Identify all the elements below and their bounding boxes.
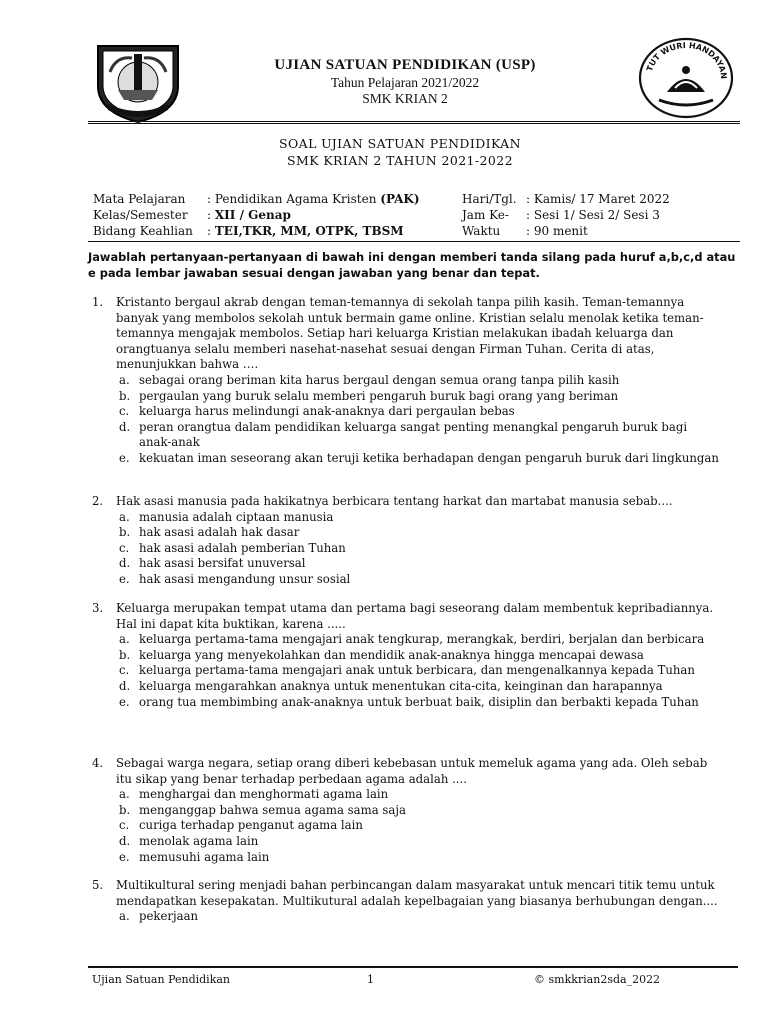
option-a	[116, 510, 722, 526]
question-number: 3.	[92, 601, 104, 615]
subject-value	[207, 191, 420, 207]
header-divider	[88, 121, 740, 127]
option-text: pekerjaan	[139, 909, 199, 924]
question-4	[92, 756, 722, 865]
option-d	[116, 420, 722, 451]
option-text: kekuatan iman seseorang akan teruji ketika berhadapan dengan pengaruh buruk dari lingkungan	[139, 450, 719, 465]
option-list	[116, 510, 722, 588]
option-e	[116, 572, 722, 588]
option-text: hak asasi bersifat unuversal	[139, 556, 306, 571]
option-b	[116, 803, 722, 819]
option-text: keluarga pertama-tama mengajari anak tengkurap, merangkak, berdiri, berjalan dan berbicara	[139, 632, 705, 647]
option-e	[116, 850, 722, 866]
subject-name: : Pendidikan Agama Kristen	[207, 192, 377, 206]
option-text: hak asasi adalah hak dasar	[139, 525, 300, 540]
option-b	[116, 389, 722, 405]
option-letter: b.	[119, 647, 131, 662]
duration-label: Waktu	[462, 224, 501, 238]
question-1	[92, 295, 722, 467]
option-list	[116, 787, 722, 865]
question-5	[92, 878, 722, 925]
option-a	[116, 909, 722, 925]
option-list	[116, 909, 722, 925]
option-letter: c.	[119, 818, 130, 833]
option-letter: a.	[119, 787, 130, 802]
option-text: pergaulan yang buruk selalu memberi pengaruh buruk bagi orang yang beriman	[139, 388, 619, 403]
option-text: curiga terhadap penganut agama lain	[139, 818, 363, 833]
option-d	[116, 679, 722, 695]
option-list	[116, 373, 722, 467]
class-label: Kelas/Semester	[93, 208, 188, 222]
option-text: memusuhi agama lain	[139, 849, 270, 864]
duration-value: : 90 menit	[526, 224, 588, 238]
logo-arc-text: TUT WURI HANDAYAN	[644, 40, 729, 80]
option-letter: e.	[119, 849, 130, 864]
option-letter: d.	[119, 556, 131, 571]
option-e	[116, 695, 722, 711]
province-crest-logo	[92, 42, 184, 124]
page-number: 1	[367, 973, 374, 986]
option-c	[116, 663, 722, 679]
option-e	[116, 451, 722, 467]
option-letter: d.	[119, 419, 131, 434]
question-stem: Sebagai warga negara, setiap orang diberi kebebasan untuk memeluk agama yang ada. Oleh sebab itu sikap yang benar terhadap perbedaan agama adalah ....	[116, 756, 708, 786]
option-text: keluarga mengarahkan anaknya untuk menentukan cita-cita, keinginan dan harapannya	[139, 678, 663, 693]
question-2	[92, 494, 722, 588]
option-letter: a.	[119, 372, 130, 387]
subject-label: Mata Pelajaran	[93, 192, 186, 206]
info-divider	[88, 241, 740, 242]
class-value	[207, 207, 291, 223]
question-number: 5.	[92, 878, 104, 892]
option-letter: b.	[119, 802, 131, 817]
option-text: keluarga yang menyekolahkan dan mendidik anak-anaknya hingga mencapai dewasa	[139, 647, 644, 662]
field-value	[207, 223, 404, 239]
question-stem: Kristanto bergaul akrab dengan teman-temannya di sekolah tanpa pilih kasih. Teman-temannya banyak yang membolos sekolah untuk bermain game online. Kristian selalu menolak ketika teman-temannya mengajak membolos. Setiap hari keluarga Kristian melakukan ibadah keluarga dan orangtuanya selalu memberi nasehat-nasehat sesuai dengan Firman Tuhan. Cerita di atas, menunjukkan bahwa ….	[116, 295, 704, 372]
question-number: 2.	[92, 494, 104, 508]
document-subtitle: SMK KRIAN 2 TAHUN 2021-2022	[287, 153, 513, 168]
option-letter: a.	[119, 509, 130, 524]
class-colon: :	[207, 208, 212, 222]
option-list	[116, 632, 722, 710]
field-name: TEI,TKR, MM, OTPK, TBSM	[214, 224, 404, 238]
date-value: : Kamis/ 17 Maret 2022	[526, 192, 670, 206]
question-3	[92, 601, 722, 710]
option-text: menolak agama lain	[139, 833, 259, 848]
option-text: keluarga pertama-tama mengajari anak untuk berbicara, dan mengenalkannya kepada Tuhan	[139, 663, 695, 678]
instructions: Jawablah pertanyaan-pertanyaan di bawah ini dengan memberi tanda silang pada huruf a,b,c,d atau e pada lembar jawaban sesuai dengan jawaban yang benar dan tepat.	[88, 250, 736, 280]
option-letter: c.	[119, 663, 130, 678]
option-b	[116, 648, 722, 664]
subject-abbr: (PAK)	[380, 192, 420, 206]
option-letter: c.	[119, 404, 130, 419]
option-text: hak asasi mengandung unsur sosial	[139, 571, 351, 586]
option-letter: e.	[119, 694, 130, 709]
academic-year: Tahun Pelajaran 2021/2022	[330, 75, 480, 90]
option-a	[116, 632, 722, 648]
option-b	[116, 525, 722, 541]
option-text: hak asasi adalah pemberian Tuhan	[139, 540, 346, 555]
class-name: XII / Genap	[214, 208, 291, 222]
question-stem: Multikultural sering menjadi bahan perbincangan dalam masyarakat untuk mencari titik temu untuk mendapatkan kesepakatan. Multikutural adalah kepelbagaian yang biasanya berhubungan dengan....	[116, 878, 718, 908]
option-c	[116, 404, 722, 420]
tut-wuri-handayani-logo	[637, 36, 735, 120]
footer-left: Ujian Satuan Pendidikan	[92, 973, 231, 986]
session-label: Jam Ke-	[462, 208, 509, 222]
option-a	[116, 373, 722, 389]
footer-right: © smkkrian2sda_2022	[534, 973, 661, 986]
option-letter: b.	[119, 525, 131, 540]
option-c	[116, 541, 722, 557]
question-number: 1.	[92, 295, 104, 309]
footer-divider	[88, 966, 738, 968]
option-text: orang tua membimbing anak-anaknya untuk berbuat baik, disiplin dan berbakti kepada Tuhan	[139, 694, 699, 709]
question-number: 4.	[92, 756, 104, 770]
option-letter: c.	[119, 540, 130, 555]
option-letter: b.	[119, 388, 131, 403]
option-d	[116, 834, 722, 850]
exam-title: UJIAN SATUAN PENDIDIKAN (USP)	[274, 57, 536, 73]
option-letter: a.	[119, 909, 130, 924]
session-value: : Sesi 1/ Sesi 2/ Sesi 3	[526, 208, 660, 222]
option-letter: d.	[119, 833, 131, 848]
option-a	[116, 787, 722, 803]
option-text: menghargai dan menghormati agama lain	[139, 787, 389, 802]
option-letter: d.	[119, 678, 131, 693]
option-d	[116, 556, 722, 572]
school-name: SMK KRIAN 2	[362, 91, 448, 106]
option-text: peran orangtua dalam pendidikan keluarga sangat penting menangkal pengaruh buruk bagi anak-anak	[139, 419, 688, 450]
option-text: keluarga harus melindungi anak-anaknya dari pergaulan bebas	[139, 404, 515, 419]
option-text: menganggap bahwa semua agama sama saja	[139, 802, 406, 817]
question-stem: Keluarga merupakan tempat utama dan pertama bagi seseorang dalam membentuk kepribadiannya. Hal ini dapat kita buktikan, karena .....	[116, 601, 714, 631]
option-text: sebagai orang beriman kita harus bergaul dengan semua orang tanpa pilih kasih	[139, 372, 620, 387]
document-title: SOAL UJIAN SATUAN PENDIDIKAN	[279, 136, 521, 151]
option-c	[116, 818, 722, 834]
option-letter: e.	[119, 450, 130, 465]
field-label: Bidang Keahlian	[93, 224, 193, 238]
question-stem: Hak asasi manusia pada hakikatnya berbicara tentang harkat dan martabat manusia sebab....	[116, 494, 673, 508]
field-colon: :	[207, 224, 212, 238]
option-letter: a.	[119, 632, 130, 647]
date-label: Hari/Tgl.	[462, 192, 517, 206]
option-letter: e.	[119, 571, 130, 586]
option-text: manusia adalah ciptaan manusia	[139, 509, 334, 524]
